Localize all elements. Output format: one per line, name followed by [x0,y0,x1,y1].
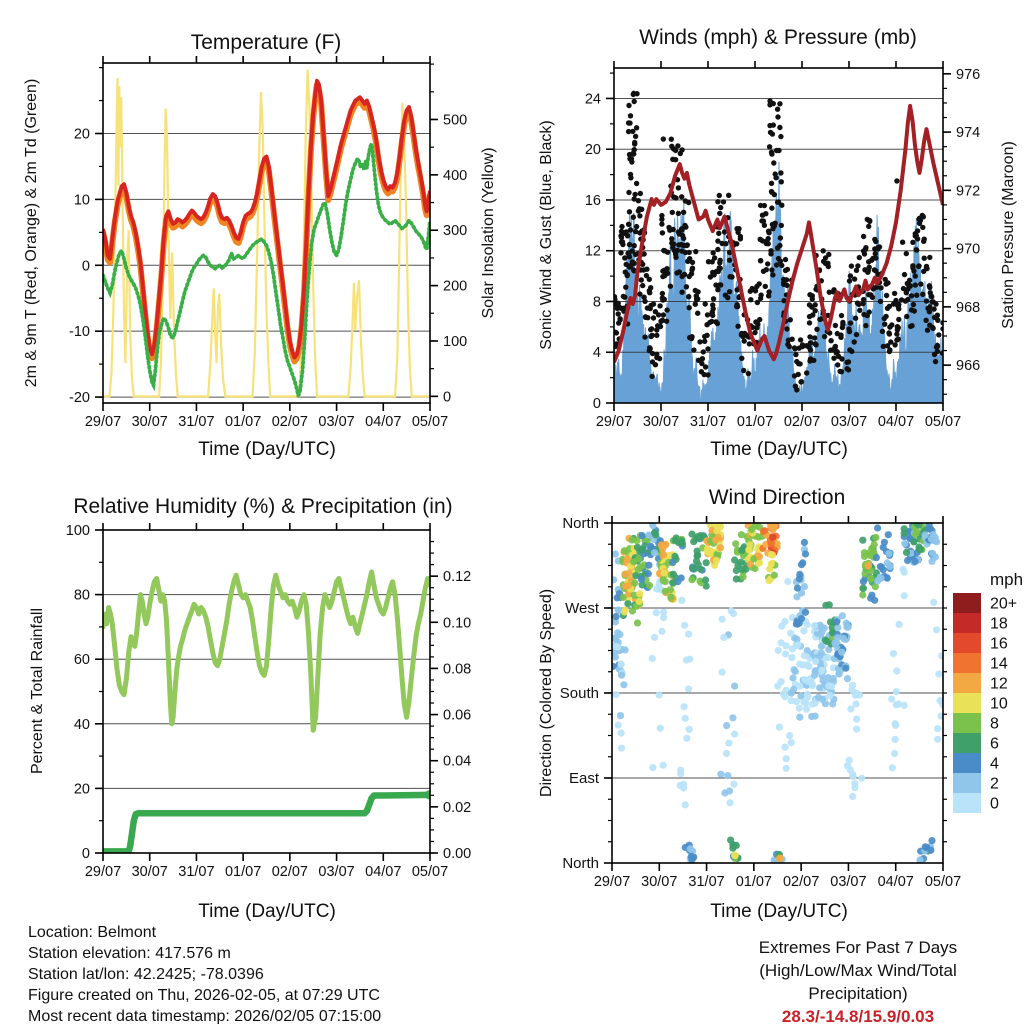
temperature-yaxis-right-label: Solar Insolation (Yellow) [480,147,497,319]
direction-tick-label: East [568,770,599,787]
x-tick-label: 04/07 [365,414,402,430]
humidity-series [103,572,434,851]
x-tick-label: 04/07 [877,414,915,430]
y-tick-label: 8 [592,294,601,311]
y-tick-label: 0 [81,258,90,275]
y-tick-label: 0.10 [443,615,472,632]
y-tick-label: 100 [65,523,90,539]
winds-yaxis-right-label: Station Pressure (Maroon) [1000,141,1017,329]
x-tick-label: 05/07 [924,874,962,890]
temperature-xaxis-label: Time (Day/UTC) [198,439,336,460]
y-tick-label: -20 [69,390,90,407]
relative-humidity-line [103,572,430,730]
direction-tick-label: North [562,515,599,532]
y-tick-label: 100 [443,333,468,350]
x-tick-label: 01/07 [224,414,262,430]
speed-colorbar [953,593,1017,813]
y-tick-label: 972 [956,183,981,200]
temperature-series [103,70,430,397]
extremes-block [740,936,976,1024]
x-tick-label: 31/07 [688,874,725,890]
y-tick-label: 200 [443,278,468,295]
total-rainfall-line [103,795,429,852]
y-tick-label: 0.04 [443,753,472,770]
y-tick-label: 974 [956,125,981,142]
y-tick-label: 970 [956,241,981,258]
colorbar-label: 2 [990,775,999,793]
humidity-frame [103,530,430,853]
wind-direction-title: Wind Direction [708,486,846,509]
sonic-wind-area [614,162,943,403]
winds-yaxis-left-label: Sonic Wind & Gust (Blue, Black) [538,120,555,350]
y-tick-label: 0 [592,396,601,412]
x-tick-label: 31/07 [178,414,215,430]
recent-timestamp-line: Most recent data timestamp: 2026/02/05 07:15:00 [28,1008,382,1024]
station-location: Location: Belmont [28,924,157,941]
extremes-values: 28.3/-14.8/15.9/0.03 [781,1007,935,1024]
x-tick-label: 31/07 [178,864,215,880]
colorbar-label: 18 [990,615,1008,633]
extremes-heading: Extremes For Past 7 Days [758,938,958,957]
wind-direction-xaxis-label: Time (Day/UTC) [710,901,848,922]
y-tick-label: 0 [81,846,90,862]
x-tick-label: 02/07 [271,864,309,880]
direction-tick-label: North [562,855,599,872]
y-tick-label: 80 [73,587,90,604]
x-tick-label: 29/07 [595,414,633,430]
y-tick-label: 60 [73,652,90,669]
winds-xaxis-label: Time (Day/UTC) [710,439,848,460]
x-tick-label: 03/07 [830,874,867,890]
y-tick-label: 966 [956,358,981,375]
y-tick-label: 4 [592,345,601,362]
station-elevation: Station elevation: 417.576 m [28,945,231,962]
wind-direction-yaxis-label: Direction (Colored By Speed) [538,588,555,798]
x-tick-label: 05/07 [411,864,449,880]
x-tick-label: 01/07 [735,874,773,890]
y-tick-label: 0.06 [443,707,472,724]
x-tick-label: 31/07 [689,414,727,430]
y-tick-label: 0.00 [443,846,472,862]
x-tick-label: 29/07 [84,414,122,430]
y-tick-label: 0.02 [443,799,472,816]
y-tick-label: 0 [443,389,452,406]
direction-tick-label: South [559,685,599,702]
colorbar-label: 4 [990,755,999,773]
y-tick-label: 12 [584,243,601,260]
y-tick-label: 20 [73,781,90,798]
temperature-title: Temperature (F) [190,31,342,54]
x-tick-label: 02/07 [782,874,820,890]
y-tick-label: 24 [584,91,601,108]
y-tick-label: 968 [956,299,981,316]
x-tick-label: 04/07 [365,864,402,880]
direction-tick-label: West [565,600,599,617]
y-tick-label: 16 [584,192,601,209]
colorbar-label: 8 [990,715,999,733]
y-tick-label: 0.08 [443,661,472,678]
y-tick-label: 400 [443,167,468,184]
colorbar-label: 12 [990,675,1008,693]
humidity-title: Relative Humidity (%) & Precipitation (in) [73,495,453,518]
y-tick-label: 500 [443,112,468,129]
x-tick-label: 05/07 [411,414,449,430]
y-tick-label: 20 [73,126,90,143]
x-tick-label: 01/07 [224,864,262,880]
humidity-xaxis-label: Time (Day/UTC) [198,901,336,922]
colorbar-label: 6 [990,735,999,753]
x-tick-label: 30/07 [131,414,168,430]
x-tick-label: 03/07 [318,864,355,880]
y-tick-label: 10 [73,192,90,209]
station-latlon: Station lat/lon: 42.2425; -78.0396 [28,966,264,983]
x-tick-label: 30/07 [131,864,168,880]
figure-created-line: Figure created on Thu, 2026-02-05, at 07:29 UTC [28,987,380,1004]
winds-title: Winds (mph) & Pressure (mb) [639,26,917,49]
colorbar-label: 0 [990,795,999,813]
y-tick-label: -10 [69,324,90,341]
x-tick-label: 03/07 [318,414,355,430]
colorbar-label: 10 [990,695,1008,713]
x-tick-label: 02/07 [271,414,309,430]
x-tick-label: 05/07 [924,414,962,430]
x-tick-label: 30/07 [641,874,678,890]
station-info-block [28,922,381,1024]
x-tick-label: 02/07 [783,414,821,430]
y-tick-label: 0.12 [443,569,472,586]
extremes-subtitle: (High/Low/Max Wind/Total Precipitation) [759,961,957,1003]
x-tick-label: 01/07 [736,414,774,430]
y-tick-label: 976 [956,66,981,83]
x-tick-label: 04/07 [877,874,914,890]
colorbar-label: 14 [990,655,1008,673]
humidity-yaxis-left-label: Percent & Total Rainfall [29,607,46,775]
y-tick-label: 300 [443,223,468,240]
colorbar-label: 16 [990,635,1008,653]
colorbar-label: 20+ [990,595,1018,613]
temperature-yaxis-left-label: 2m & 9m T (Red, Orange) & 2m Td (Green) [23,78,40,388]
y-tick-label: 40 [73,716,90,733]
y-tick-label: 20 [584,142,601,159]
x-tick-label: 03/07 [830,414,868,430]
x-tick-label: 30/07 [642,414,680,430]
winds-series [614,162,943,403]
x-tick-label: 29/07 [593,874,631,890]
colorbar-title: mph [990,570,1024,589]
x-tick-label: 29/07 [84,864,122,880]
